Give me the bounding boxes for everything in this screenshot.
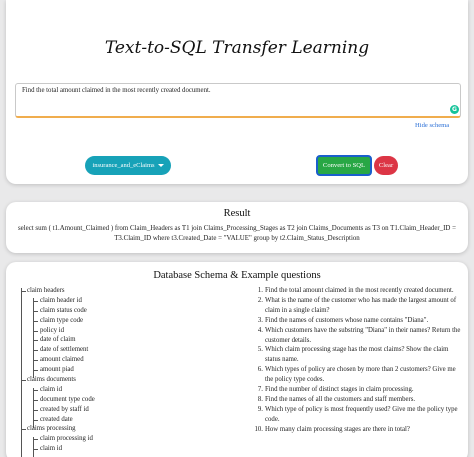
example-text: Which types of policy are chosen by more than 2 customers? Give me the policy type codes. xyxy=(265,366,456,384)
example-text: Which claim processing stage has the most claims? Show the claim status name. xyxy=(265,346,449,364)
schema-card xyxy=(6,262,468,457)
example-number: 8. xyxy=(257,395,263,403)
example-text: Find the names of customers whose name contains "Diana". xyxy=(265,316,429,324)
example-number: 3. xyxy=(257,316,263,324)
query-card xyxy=(6,0,468,184)
clear-button[interactable]: Clear xyxy=(374,156,398,175)
schema-column-node: claim type code xyxy=(23,316,233,326)
example-question[interactable] xyxy=(249,326,464,346)
grammarly-icon[interactable]: G xyxy=(450,105,459,114)
example-text: Which customers have the substring "Diana" in their names? Return the customer details. xyxy=(265,326,461,344)
example-question[interactable] xyxy=(249,316,464,326)
caret-down-icon xyxy=(158,164,164,167)
schema-column-node: document type code xyxy=(23,395,233,405)
example-questions xyxy=(249,286,464,435)
example-text: Find the total amount claimed in the most recently created document. xyxy=(265,287,454,294)
convert-to-sql-button[interactable]: Convert to SQL xyxy=(316,155,372,176)
schema-column-node: amount piad xyxy=(23,365,233,375)
example-number: 6. xyxy=(257,366,263,374)
schema-tree xyxy=(23,286,233,454)
example-question[interactable] xyxy=(249,405,464,425)
example-number: 10. xyxy=(254,425,263,433)
schema-table-node: claim headers xyxy=(23,286,233,296)
result-card xyxy=(6,202,468,253)
example-question[interactable] xyxy=(249,385,464,395)
tree-root-line xyxy=(21,288,22,457)
schema-column-node: created by staff id xyxy=(23,405,233,415)
example-number: 5. xyxy=(257,346,263,354)
schema-column-node: created date xyxy=(23,415,233,425)
schema-table-node: claims documents xyxy=(23,375,233,385)
schema-column-node: date of settlement xyxy=(23,345,233,355)
result-heading: Result xyxy=(223,208,251,219)
example-number: 2. xyxy=(257,296,263,304)
example-question[interactable] xyxy=(249,345,464,365)
example-text: How many claim processing stages are there in total? xyxy=(265,425,410,433)
example-text: Which type of policy is most frequently used? Give me the policy type code. xyxy=(265,405,458,423)
example-question[interactable] xyxy=(249,395,464,405)
example-number: 4. xyxy=(257,326,263,334)
example-question[interactable] xyxy=(249,296,464,316)
example-number: 9. xyxy=(257,405,263,413)
question-input[interactable] xyxy=(15,83,461,118)
schema-column-node: claim id xyxy=(23,385,233,395)
example-number: 1. xyxy=(257,287,263,294)
example-text: Find the names of all the customers and staff members. xyxy=(265,395,416,403)
result-sql: select sum ( t1.Amount_Claimed ) from Claim_Headers as T1 join Claims_Processing_Stages as T2 join Claims_Documents as T3 on T1.Claim_Header_ID = T3.Claim_ID where t3.Created_Date = "VALUE" group by t2.Claim_Status_Description xyxy=(18,225,456,242)
hide-schema-link[interactable]: Hide schema xyxy=(415,122,450,129)
schema-column-node: claim header id xyxy=(23,296,233,306)
example-question[interactable] xyxy=(249,425,464,435)
example-text: What is the name of the customer who has made the largest amount of claim in a single claim? xyxy=(265,296,457,314)
database-dropdown[interactable] xyxy=(85,156,171,175)
example-number: 7. xyxy=(257,386,263,394)
schema-heading: Database Schema & Example questions xyxy=(153,270,321,281)
example-text: Find the number of distinct stages in claim processing. xyxy=(265,386,414,394)
schema-column-node: claim status code xyxy=(23,306,233,316)
schema-column-node: claim id xyxy=(23,444,233,454)
schema-column-node: policy id xyxy=(23,326,233,336)
schema-column-node: date of claim xyxy=(23,335,233,345)
example-question[interactable] xyxy=(249,286,464,296)
schema-column-node: amount claimed xyxy=(23,355,233,365)
schema-table-node: claims processing xyxy=(23,424,233,434)
example-question[interactable] xyxy=(249,365,464,385)
database-dropdown-label: insurance_and_eClaims xyxy=(92,162,155,169)
page-title: Text-to-SQL Transfer Learning xyxy=(104,38,370,58)
schema-column-node: claim processing id xyxy=(23,434,233,444)
